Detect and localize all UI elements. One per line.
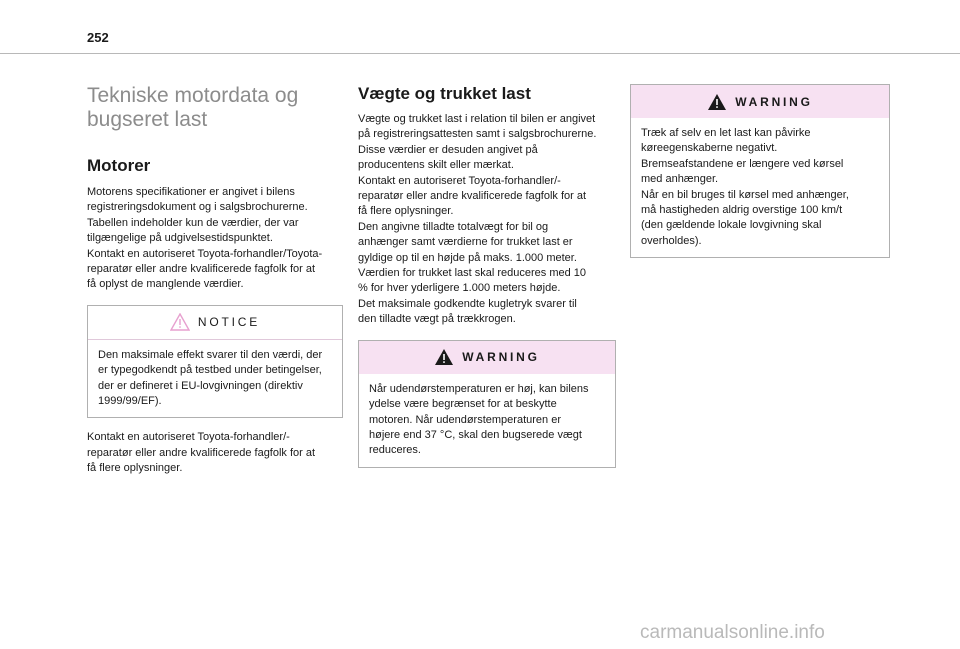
warning-text: Når udendørstemperaturen er høj, kan bilens ydelse være begrænset for at beskytte motoren. Når udendørstemperaturen er højere end 37 °C, skal den bugserede vægt reduceres.	[369, 382, 589, 457]
warning-title: WARNING	[462, 350, 540, 365]
notice-box	[87, 305, 343, 419]
column-motor	[87, 84, 343, 477]
notice-header	[88, 306, 342, 340]
warning-header	[631, 85, 889, 118]
motor-heading: Motorer	[87, 156, 151, 175]
page-number: 252	[87, 30, 109, 45]
watermark: carmanualsonline.info	[640, 622, 825, 643]
warning-title: WARNING	[735, 94, 813, 109]
warning-triangle-icon	[434, 348, 454, 366]
notice-title: NOTICE	[197, 315, 261, 330]
motor-paragraph: Motorens specifikationer er angivet i bilens registreringsdokument og i salgsbrochurerne. Tabellen indeholder kun de værdier, der var tilgængelige på udgivelsestidspunktet. Kontakt en autoriseret Toyota-forhandler/Toyota- reparatør eller andre kvalificerede fagfolk for at få oplyst de manglende værdier.	[87, 186, 323, 291]
warning-box-temperature	[358, 340, 616, 468]
column-towing-warning	[630, 84, 890, 258]
section-title: Tekniske motordata og bugseret last	[87, 84, 299, 131]
notice-text: Den maksimale effekt svarer til den værdi, der er typegodkendt på testbed under betingelser, der er defineret i EU-lovgivningen (direktiv 1999/99/EF).	[98, 348, 323, 408]
warning-box-towing	[630, 84, 890, 258]
column-weights	[358, 84, 616, 468]
header-divider	[0, 53, 960, 54]
warning-text: Træk af selv en let last kan påvirke køreegenskaberne negativt. Bremseafstandene er længere ved kørsel med anhænger. Når en bil bruges til kørsel med anhænger, må hastigheden aldrig overstige 100 km/t (den gældende lokale lovgivning skal overholdes).	[641, 127, 849, 247]
warning-triangle-icon	[707, 93, 727, 111]
weights-paragraph: Vægte og trukket last i relation til bilen er angivet på registreringsattesten samt i salgsbrochurerne. Disse værdier er desuden angivet på producentens skilt eller mærkat. Kontakt en autoriseret Toyota-forhandler/- reparatør eller andre kvalificerede fagfolk for at få flere oplysninger. Den angivne tilladte totalvægt for bil og anhænger samt værdierne for trukket last er gyldige op til en højde på maks. 1.000 meter. Værdien for trukket last skal reduceres med 10 % for hver yderligere 1.000 meters højde. Det maksimale godkendte kugletryk svarer til den tilladte vægt på trækkrogen.	[358, 113, 597, 326]
contact-paragraph: Kontakt en autoriseret Toyota-forhandler/- reparatør eller andre kvalificerede fagfolk for at få flere oplysninger.	[87, 431, 316, 475]
warning-header	[359, 341, 615, 374]
weights-heading: Vægte og trukket last	[358, 84, 531, 103]
notice-triangle-icon	[170, 313, 190, 331]
